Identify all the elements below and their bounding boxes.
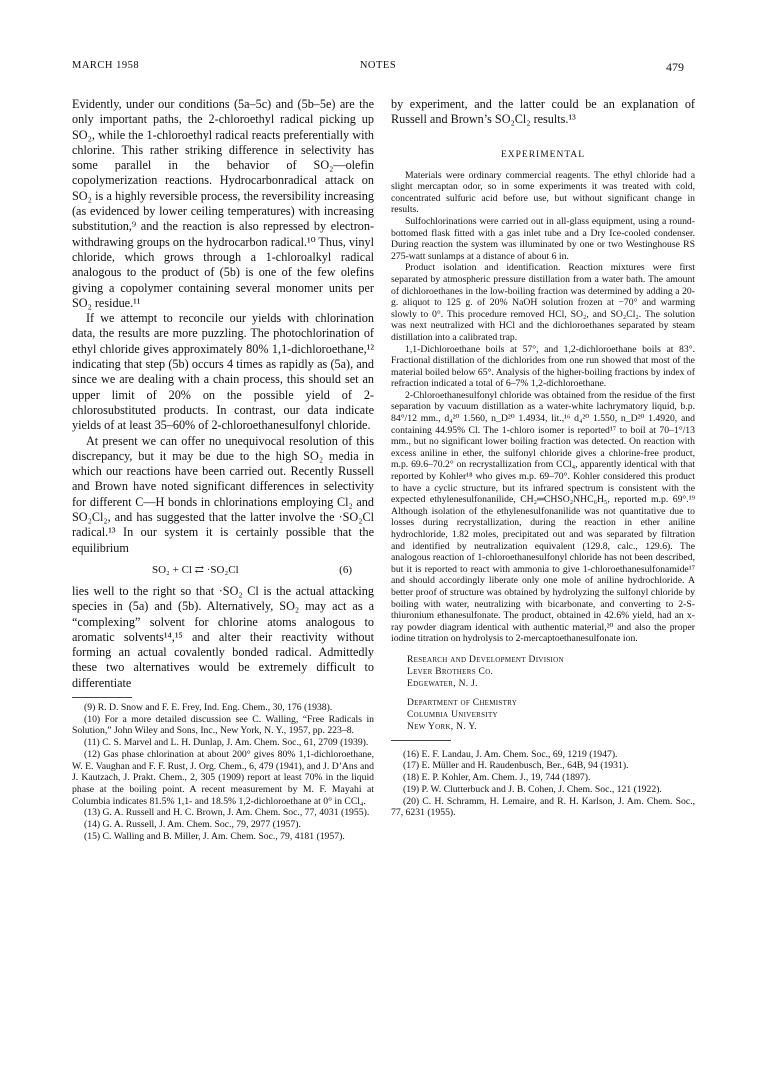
footnote: (11) C. S. Marvel and L. H. Dunlap, J. Am. Chem. Soc., 61, 2709 (1939). [84,737,369,749]
body-paragraph: At present we can offer no unequivocal resolution of this discrepancy, but it may be due to the high SO₂ media in which our reactions have been carried out. Recently Russell and Brown have noted significant differences in selectivity for different C—H bonds in chlorinations employing Cl₂ and SO₂Cl₂, and has suggested that the latter involve the ·SO₂Cl radical.¹³ In our system it is certainly possible that the equilibrium [72,433,374,555]
footnote-rule [391,740,451,741]
footnote: (13) G. A. Russell and H. C. Brown, J. Am. Chem. Soc., 77, 4031 (1955). [84,807,370,819]
footnote: (10) For a more detailed discussion see C. Walling, “Free Radicals in Solution,” John Wiley and Sons, Inc., New York, N. Y., 1957, pp. 223–8. [72,713,374,737]
section-heading: EXPERIMENTAL [500,149,586,160]
footnote: (15) C. Walling and B. Miller, J. Am. Chem. Soc., 79, 4181 (1957). [84,830,345,842]
footnote: (18) E. P. Kohler, Am. Chem. J., 19, 744 (1897). [403,772,591,784]
experimental-paragraph: Materials were ordinary commercial reagents. The ethyl chloride had a slight mercaptan odor, so in some experiments it was treated with cold, concentrated sulfuric acid before use, but without significant change in results. [391,169,695,216]
body-paragraph: by experiment, and the latter could be an explanation of Russell and Brown’s SO₂Cl₂ results.¹³ [391,97,695,127]
equation-expression: SO₂ + Cl ⇄ ·SO₂Cl [152,563,239,576]
experimental-paragraph: 1,1-Dichloroethane boils at 57°, and 1,2-dichloroethane boils at 83°. Fractional distillation of the dichlorides from one run showed that most of the material boiled below 65°. Analysis of the higher-boiling fractions by index of refraction indicated a total of 6–7% 1,2-dichloroethane. [391,343,695,390]
affiliation-2 [391,698,695,733]
header-date: MARCH 1958 [72,60,140,71]
affiliation-1 [391,655,695,690]
footnote: (12) Gas phase chlorination at about 200° gives 80% 1,1-dichloroethane, W. E. Vaughan and F. F. Rust, J. Org. Chem., 6, 479 (1941), and J. D’Ans and J. Kautzach, J. Prakt. Chem., 2, 305 (1909) report at least 70% in the liquid phase at the boiling point. A recent measurement by M. F. Mayahi at Columbia indicates 81.5% 1,1- and 18.5% 1,2-dichloroethane at 0° in CCl₄. [72,748,374,807]
footnote: (9) R. D. Snow and F. E. Frey, Ind. Eng. Chem., 30, 176 (1938). [84,701,333,713]
footnotes [72,702,374,842]
footnote: (16) E. F. Landau, J. Am. Chem. Soc., 69, 1219 (1947). [403,748,618,760]
footnote: (17) E. Müller and H. Raudenbusch, Ber., 64B, 94 (1931). [403,760,629,772]
footnote: (20) C. H. Schramm, H. Lemaire, and R. H. Karlson, J. Am. Chem. Soc., 77, 6231 (1955). [391,795,695,819]
experimental-paragraph: Sulfochlorinations were carried out in all-glass equipment, using a round-bottomed flask fitted with a gas inlet tube and a Dry Ice-cooled condenser. During reaction the system was illuminated by one or two Westinghouse RS 275-watt sunlamps at a distance of about 6 in. [391,215,695,262]
page-number: 479 [666,60,684,74]
affiliation-line: Lever Brothers Co. [407,666,494,677]
affiliation-line: Research and Development Division [407,654,564,665]
footnotes [391,749,695,819]
affiliation-line: Edgewater, N. J. [407,678,478,689]
page-header [72,60,684,76]
footnote: (19) P. W. Clutterbuck and J. B. Cohen, J. Chem. Soc., 121 (1922). [403,783,662,795]
equation [72,558,374,582]
body-paragraph: Evidently, under our conditions (5a–5c) and (5b–5e) are the only important paths, the 2-chloroethyl radical picking up SO₂, while the 1-chloroethyl radical reacts preferentially with chlorine. This rather striking difference in selectivity has some parallel in the behavior of SO₂—olefin copolymerization reactions. Hydrocarbonradical attack on SO₂ is a highly reversible process, the reversibility increasing (as evidenced by lower ceiling temperatures) with increasing substitution,⁹ and the reaction is also repressed by electron-withdrawing groups on the hydrocarbon radical.¹⁰ Thus, vinyl chloride, which grows through a 1-chloroalkyl radical analogous to the product of (5b) is one of the few olefins giving a copolymer containing several monomer units per SO₂ residue.¹¹ [72,97,374,310]
affiliation-line: New York, N. Y. [407,721,477,732]
body-paragraph: If we attempt to reconcile our yields with chlorination data, the results are more puzzling. The photochlorination of ethyl chloride gives approximately 80% 1,1-dichloroethane,¹² indicating that step (5b) occurs 4 times as rapidly as (5a), and since we are dealing with a chain process, this should set an upper limit of 20% on the possible yield of 2-chlorosubstituted products. In contrast, our data indicate yields of at least 35–60% of 2-chloroethanesulfonyl chloride. [72,311,374,433]
right-column [391,97,695,819]
experimental-paragraph: 2-Chloroethanesulfonyl chloride was obtained from the residue of the first separation by vacuum distillation as a water-white lachrymatory liquid, b.p. 84°/12 mm., d₄²⁰ 1.560, n_D²⁰ 1.4934, lit.,¹⁶ d₄²⁰ 1.550, n_D²⁰ 1.4920, and containing 44.95% Cl. The 1-chloro isomer is reported¹⁷ to boil at 70–1°/13 mm., but no significant lower boiling fraction was detected. On reaction with excess aniline in ether, the sulfonyl chloride gives a chlorine-free product, m.p. 69.6–70.2° on recrystallization from CCl₄, apparently identical with that reported by Kohler¹⁸ who gives m.p. 69–70°. Kohler considered this product to have a cyclic structure, but its infrared spectrum is consistent with the expected ethylenesulfonanilide, CH₂═CHSO₂NHC₆H₅, reported m.p. 69°.¹⁹ Although isolation of the ethylenesulfonanilide was not quantitative due to losses during recrystallization, during the reaction in ether aniline hydrochloride, 1.82 moles, precipitated out and was separated by filtration and identified by neutralization equivalent (129.8, calc., 129.6). The analogous reaction of 1-chloroethanesulfonyl chloride has not been described, but it is reported to react with ammonia to give 1-chloroethanesulfonamide¹⁷ and should accordingly liberate only one mole of aniline hydrochloride. A better proof of structure was obtained by hydrolyzing the sulfonyl chloride by boiling with water, neutralizing with bicarbonate, and converting to 2-S-thiuronium ethanesulfonate. The product, obtained in 42.6% yield, had an x-ray powder diagram identical with authentic material,²⁰ and also the proper iodine titration on hydrolysis to 2-mercaptoethanesulfonate ion. [391,389,695,645]
footnote-rule [72,697,132,698]
affiliation-line: Columbia University [407,710,498,721]
equation-number: (6) [339,563,352,576]
footnote: (14) G. A. Russell, J. Am. Chem. Soc., 79, 2977 (1957). [84,819,301,831]
experimental-paragraph: Product isolation and identification. Reaction mixtures were first separated by atmospheric pressure distillation from a water bath. The amount of dichloroethanes in the low-boiling fraction was determined by adding a 20-g. aliquot to 125 g. of 20% NaOH solution frozen at −70° and warming slowly to 0°. This procedure removed HCl, SO₂, and SO₂Cl₂. The solution was next neutralized with HCl and the dichloroethanes separated by steam distillation into a calibrated trap. [391,262,695,343]
body-paragraph: lies well to the right so that ·SO₂ Cl is the actual attacking species in (5a) and (5b). Alternatively, SO₂ may act as a “complexing” solvent for chlorine atoms analogous to aromatic solvents¹⁴,¹⁵ and alter their reactivity without forming an actual covalently bonded radical. Admittedly these two alternatives would be extremely difficult to differentiate [72,583,374,690]
affiliation-line: Department of Chemistry [407,698,518,709]
left-column [72,97,374,842]
header-section: NOTES [359,60,397,71]
